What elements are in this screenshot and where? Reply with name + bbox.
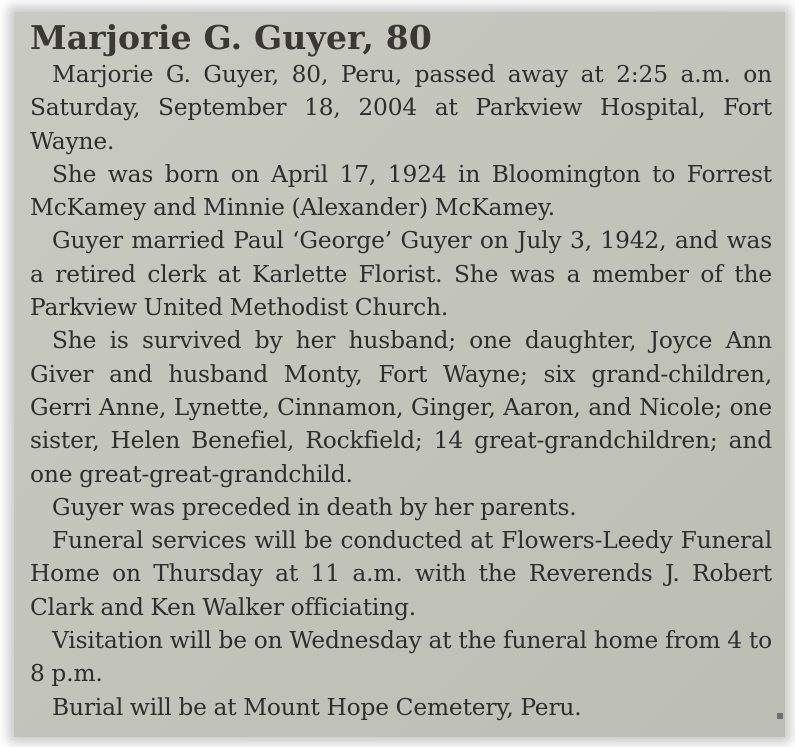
obituary-paragraph-funeral: Funeral services will be conducted at Flowers-Leedy Funeral Home on Thursday at 11 a.m. with the Reverends J. Robert Clark and Ken Walker officiating. — [30, 527, 772, 621]
obituary-paragraph-visitation: Visitation will be on Wednesday at the funeral home from 4 to 8 p.m. — [30, 627, 772, 688]
clipping-edge-mark — [777, 713, 783, 719]
obituary-paragraph-preceded: Guyer was preceded in death by her parents. — [52, 493, 577, 521]
obituary-headline: Marjorie G. Guyer, 80 — [30, 18, 433, 57]
obituary-paragraph-marriage: Guyer married Paul ‘George’ Guyer on July 3, 1942, and was a retired clerk at Karlette Florist. She was a member of the Parkview United Methodist Church. — [30, 227, 772, 322]
obituary-paragraph-death: Marjorie G. Guyer, 80, Peru, passed away at 2:25 a.m. on Saturday, September 18, 2004 at Parkview Hospital, Fort Wayne. — [30, 61, 772, 155]
obituary-paragraph-birth: She was born on April 17, 1924 in Bloomington to Forrest McKamey and Minnie (Alexander) McKamey. — [30, 160, 772, 222]
obituary-paragraph-burial: Burial will be at Mount Hope Cemetery, Peru. — [52, 693, 582, 721]
newspaper-clipping — [14, 12, 785, 737]
obituary-column — [30, 18, 772, 724]
obituary-paragraph-survivors: She is survived by her husband; one daughter, Joyce Ann Giver and husband Monty, Fort Wayne; six grand-children, Gerri Anne, Lynette, Cinnamon, Ginger, Aaron, and Nicole; one sister, Helen Benefiel, Rockfield; 14 great-grandchildren; and one great-great-grandchild. — [30, 327, 772, 488]
